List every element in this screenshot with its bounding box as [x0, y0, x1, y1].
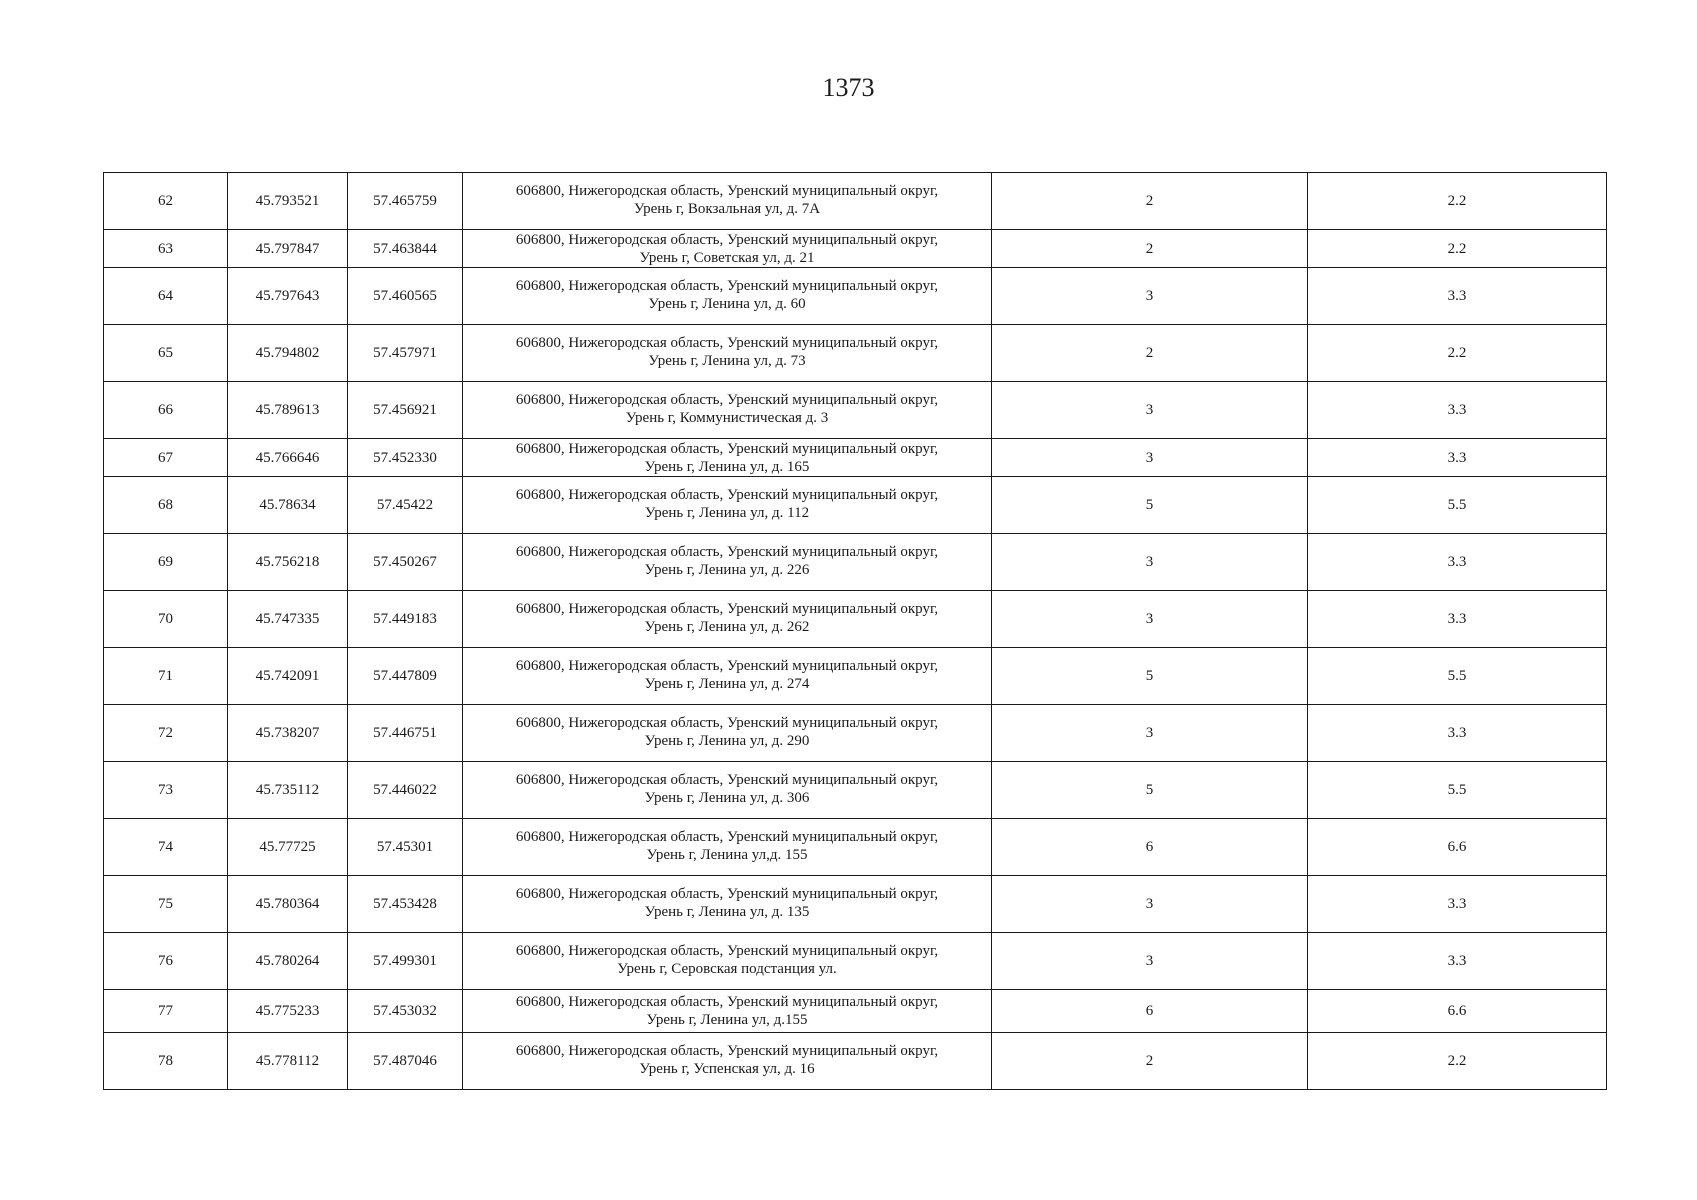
row-number-cell: 76: [104, 933, 228, 990]
address-line-1: 606800, Нижегородская область, Уренский муниципальный округ,: [515, 1043, 939, 1059]
value-cell: 3.3: [1308, 382, 1607, 439]
address-line-1: 606800, Нижегородская область, Уренский муниципальный округ,: [515, 943, 939, 959]
latitude-cell: 57.465759: [348, 173, 463, 230]
address-cell: [463, 648, 992, 705]
address-line-2: Урень г, Вокзальная ул, д. 7А: [633, 201, 821, 217]
address-cell: [463, 705, 992, 762]
address-cell: [463, 591, 992, 648]
address-cell: [463, 477, 992, 534]
value-cell: 3.3: [1308, 591, 1607, 648]
address-line-1: 606800, Нижегородская область, Уренский муниципальный округ,: [515, 335, 939, 351]
count-cell: 5: [992, 477, 1308, 534]
latitude-cell: 57.453032: [348, 990, 463, 1033]
latitude-cell: 57.463844: [348, 230, 463, 268]
longitude-cell: 45.735112: [228, 762, 348, 819]
longitude-cell: 45.797643: [228, 268, 348, 325]
longitude-cell: 45.780364: [228, 876, 348, 933]
table-row: [104, 230, 1607, 268]
longitude-cell: 45.797847: [228, 230, 348, 268]
longitude-cell: 45.747335: [228, 591, 348, 648]
longitude-cell: 45.766646: [228, 439, 348, 477]
value-cell: 5.5: [1308, 762, 1607, 819]
longitude-cell: 45.77725: [228, 819, 348, 876]
latitude-cell: 57.449183: [348, 591, 463, 648]
count-cell: 3: [992, 382, 1308, 439]
count-cell: 3: [992, 876, 1308, 933]
table-row: [104, 648, 1607, 705]
address-line-2: Урень г, Ленина ул, д. 290: [644, 733, 810, 749]
row-number-cell: 71: [104, 648, 228, 705]
address-line-1: 606800, Нижегородская область, Уренский муниципальный округ,: [515, 440, 939, 457]
row-number-cell: 74: [104, 819, 228, 876]
value-cell: 2.2: [1308, 230, 1607, 268]
longitude-cell: 45.756218: [228, 534, 348, 591]
table-row: [104, 705, 1607, 762]
address-cell: [463, 382, 992, 439]
table-row: [104, 591, 1607, 648]
data-table: [103, 172, 1607, 1090]
count-cell: 3: [992, 933, 1308, 990]
table-row: [104, 933, 1607, 990]
address-line-1: 606800, Нижегородская область, Уренский муниципальный округ,: [515, 392, 939, 408]
table-row: [104, 173, 1607, 230]
latitude-cell: 57.450267: [348, 534, 463, 591]
address-line-2: Урень г, Ленина ул, д. 274: [644, 676, 810, 692]
address-line-1: 606800, Нижегородская область, Уренский муниципальный округ,: [515, 715, 939, 731]
value-cell: 3.3: [1308, 876, 1607, 933]
row-number-cell: 75: [104, 876, 228, 933]
address-line-2: Урень г, Коммунистическая д. 3: [625, 410, 829, 426]
latitude-cell: 57.45422: [348, 477, 463, 534]
table-row: [104, 762, 1607, 819]
row-number-cell: 66: [104, 382, 228, 439]
count-cell: 2: [992, 325, 1308, 382]
table-row: [104, 819, 1607, 876]
latitude-cell: 57.499301: [348, 933, 463, 990]
latitude-cell: 57.447809: [348, 648, 463, 705]
address-cell: [463, 819, 992, 876]
address-line-2: Урень г, Ленина ул, д. 73: [648, 353, 806, 369]
value-cell: 5.5: [1308, 477, 1607, 534]
address-line-1: 606800, Нижегородская область, Уренский муниципальный округ,: [515, 231, 939, 248]
row-number-cell: 68: [104, 477, 228, 534]
longitude-cell: 45.742091: [228, 648, 348, 705]
latitude-cell: 57.453428: [348, 876, 463, 933]
address-cell: [463, 876, 992, 933]
value-cell: 2.2: [1308, 325, 1607, 382]
row-number-cell: 70: [104, 591, 228, 648]
address-cell: [463, 439, 992, 477]
count-cell: 5: [992, 762, 1308, 819]
longitude-cell: 45.778112: [228, 1033, 348, 1090]
address-line-2: Урень г, Серовская подстанция ул.: [617, 961, 837, 977]
count-cell: 5: [992, 648, 1308, 705]
latitude-cell: 57.452330: [348, 439, 463, 477]
count-cell: 3: [992, 705, 1308, 762]
latitude-cell: 57.446022: [348, 762, 463, 819]
table-row: [104, 534, 1607, 591]
row-number-cell: 73: [104, 762, 228, 819]
count-cell: 3: [992, 534, 1308, 591]
longitude-cell: 45.789613: [228, 382, 348, 439]
row-number-cell: 62: [104, 173, 228, 230]
address-line-1: 606800, Нижегородская область, Уренский муниципальный округ,: [515, 487, 939, 503]
count-cell: 3: [992, 439, 1308, 477]
address-cell: [463, 933, 992, 990]
table-body: [104, 173, 1607, 1090]
count-cell: 2: [992, 173, 1308, 230]
latitude-cell: 57.456921: [348, 382, 463, 439]
row-number-cell: 77: [104, 990, 228, 1033]
address-line-1: 606800, Нижегородская область, Уренский муниципальный округ,: [515, 183, 939, 199]
table-row: [104, 876, 1607, 933]
latitude-cell: 57.45301: [348, 819, 463, 876]
address-line-2: Урень г, Ленина ул, д. 135: [644, 904, 810, 920]
table-row: [104, 325, 1607, 382]
address-cell: [463, 173, 992, 230]
count-cell: 6: [992, 990, 1308, 1033]
row-number-cell: 67: [104, 439, 228, 477]
value-cell: 2.2: [1308, 1033, 1607, 1090]
address-cell: [463, 990, 992, 1033]
address-line-2: Урень г, Успенская ул, д. 16: [639, 1061, 815, 1077]
address-cell: [463, 268, 992, 325]
row-number-cell: 63: [104, 230, 228, 268]
longitude-cell: 45.793521: [228, 173, 348, 230]
table-row: [104, 382, 1607, 439]
address-line-2: Урень г, Советская ул, д. 21: [639, 249, 815, 266]
address-line-2: Урень г, Ленина ул, д. 226: [644, 562, 810, 578]
table-row: [104, 990, 1607, 1033]
count-cell: 6: [992, 819, 1308, 876]
address-cell: [463, 762, 992, 819]
address-line-2: Урень г, Ленина ул, д. 112: [644, 505, 810, 521]
address-cell: [463, 325, 992, 382]
address-line-2: Урень г, Ленина ул, д.155: [646, 1012, 808, 1028]
value-cell: 2.2: [1308, 173, 1607, 230]
address-line-2: Урень г, Ленина ул, д. 306: [644, 790, 810, 806]
address-line-1: 606800, Нижегородская область, Уренский муниципальный округ,: [515, 886, 939, 902]
longitude-cell: 45.780264: [228, 933, 348, 990]
latitude-cell: 57.457971: [348, 325, 463, 382]
table-row: [104, 439, 1607, 477]
latitude-cell: 57.460565: [348, 268, 463, 325]
row-number-cell: 78: [104, 1033, 228, 1090]
latitude-cell: 57.446751: [348, 705, 463, 762]
value-cell: 6.6: [1308, 819, 1607, 876]
value-cell: 3.3: [1308, 439, 1607, 477]
address-line-1: 606800, Нижегородская область, Уренский муниципальный округ,: [515, 829, 939, 845]
address-line-1: 606800, Нижегородская область, Уренский муниципальный округ,: [515, 544, 939, 560]
address-cell: [463, 534, 992, 591]
longitude-cell: 45.775233: [228, 990, 348, 1033]
count-cell: 2: [992, 230, 1308, 268]
address-line-1: 606800, Нижегородская область, Уренский муниципальный округ,: [515, 658, 939, 674]
row-number-cell: 65: [104, 325, 228, 382]
longitude-cell: 45.738207: [228, 705, 348, 762]
count-cell: 2: [992, 1033, 1308, 1090]
address-cell: [463, 1033, 992, 1090]
count-cell: 3: [992, 268, 1308, 325]
address-line-1: 606800, Нижегородская область, Уренский муниципальный округ,: [515, 601, 939, 617]
table-row: [104, 1033, 1607, 1090]
value-cell: 5.5: [1308, 648, 1607, 705]
table-row: [104, 477, 1607, 534]
longitude-cell: 45.794802: [228, 325, 348, 382]
value-cell: 3.3: [1308, 268, 1607, 325]
value-cell: 3.3: [1308, 534, 1607, 591]
latitude-cell: 57.487046: [348, 1033, 463, 1090]
value-cell: 3.3: [1308, 705, 1607, 762]
address-line-2: Урень г, Ленина ул, д. 262: [644, 619, 810, 635]
address-line-1: 606800, Нижегородская область, Уренский муниципальный округ,: [515, 278, 939, 294]
row-number-cell: 69: [104, 534, 228, 591]
address-line-2: Урень г, Ленина ул, д. 60: [648, 296, 806, 312]
longitude-cell: 45.78634: [228, 477, 348, 534]
value-cell: 3.3: [1308, 933, 1607, 990]
value-cell: 6.6: [1308, 990, 1607, 1033]
table-row: [104, 268, 1607, 325]
address-cell: [463, 230, 992, 268]
count-cell: 3: [992, 591, 1308, 648]
address-line-2: Урень г, Ленина ул, д. 165: [644, 458, 810, 475]
address-line-1: 606800, Нижегородская область, Уренский муниципальный округ,: [515, 772, 939, 788]
address-line-2: Урень г, Ленина ул,д. 155: [646, 847, 808, 863]
row-number-cell: 72: [104, 705, 228, 762]
row-number-cell: 64: [104, 268, 228, 325]
address-line-1: 606800, Нижегородская область, Уренский муниципальный округ,: [515, 994, 939, 1010]
page-number: 1373: [822, 73, 875, 102]
